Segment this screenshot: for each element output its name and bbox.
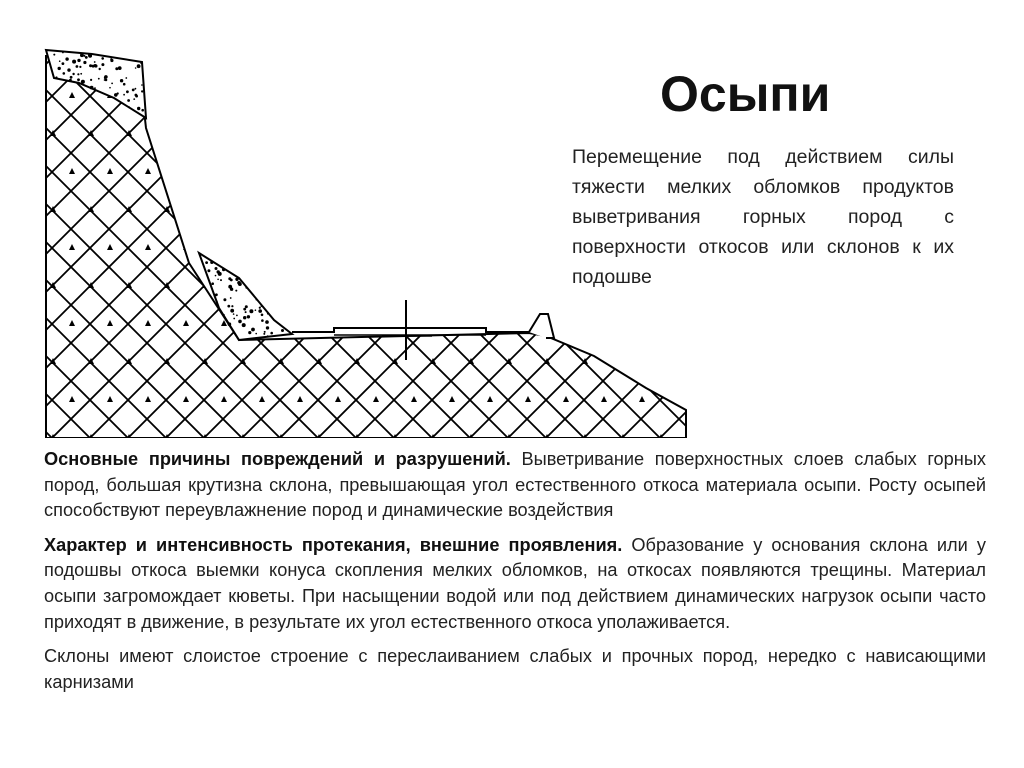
structure-text: Склоны имеют слоистое строение с переслаиванием слабых и прочных пород, нередко с нависающими карнизами — [44, 646, 986, 692]
causes-paragraph — [44, 447, 986, 524]
manifestation-paragraph — [44, 533, 986, 635]
causes-text: Выветривание поверхностных слоев слабых горных пород, большая крутизна склона, превышающая угол естественного откоса материала осыпи. Росту осыпей способствуют переувлажнение пород и динамические воздействия — [44, 449, 986, 521]
structure-paragraph — [44, 644, 986, 695]
manifestation-heading: Характер и интенсивность протекания, внешние проявления. — [44, 534, 623, 555]
roadway — [292, 328, 529, 332]
definition-text: Перемещение под действием силы тяжести мелких обломков продуктов выветривания горных пород с поверхности откосов или склонов к их подошве — [572, 146, 954, 288]
causes-heading: Основные причины повреждений и разрушений. — [44, 449, 511, 469]
page-title: Осыпи — [660, 66, 831, 122]
manifestation-text: Образование у основания склона или у подошвы откоса выемки конуса скопления мелких обломков, на откосах появляются трещины. Материал осыпи загромождает кюветы. При насыщении водой или под действием динамических нагрузок осыпи часто приходят в движение, в результате их угол естественного откоса уполаживается. — [44, 534, 986, 632]
body-text — [44, 447, 986, 704]
